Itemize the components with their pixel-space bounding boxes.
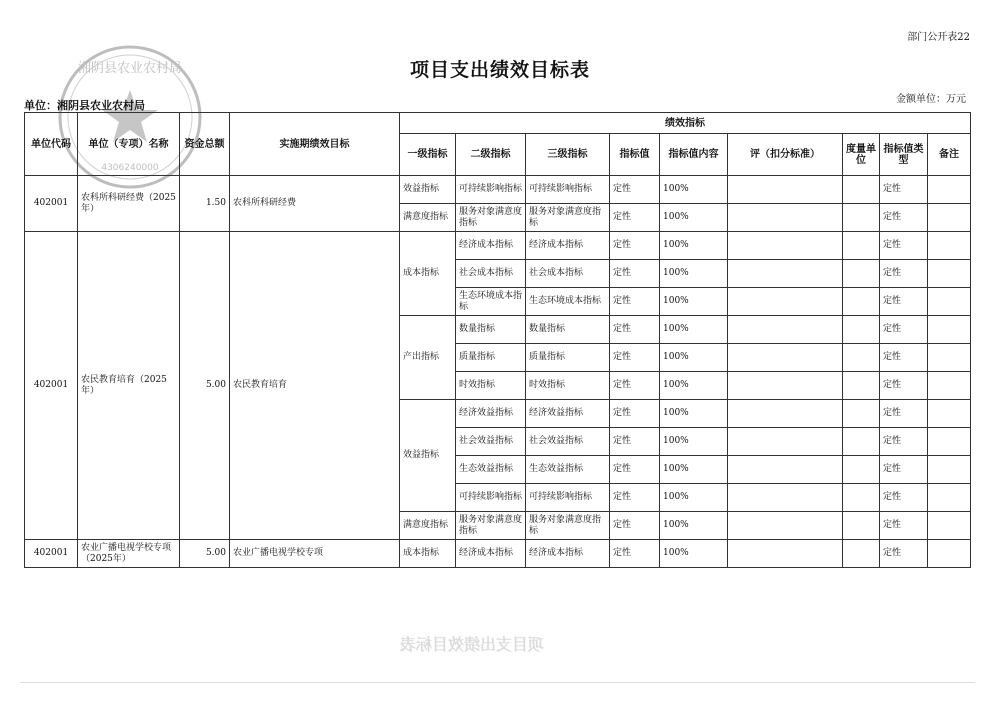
header-level1: 一级指标 bbox=[400, 134, 456, 176]
indicator-value-cell: 定性 bbox=[610, 428, 660, 456]
indicator-content-cell: 100% bbox=[660, 512, 728, 540]
measure-unit-cell bbox=[843, 512, 880, 540]
evaluation-cell bbox=[728, 176, 843, 204]
indicator-content-cell: 100% bbox=[660, 260, 728, 288]
indicator-content-cell: 100% bbox=[660, 232, 728, 260]
level2-cell: 经济成本指标 bbox=[456, 232, 526, 260]
indicator-value-cell: 定性 bbox=[610, 344, 660, 372]
measure-unit-cell bbox=[843, 260, 880, 288]
header-project-name: 单位（专项）名称 bbox=[78, 113, 180, 176]
evaluation-cell bbox=[728, 204, 843, 232]
indicator-value-cell: 定性 bbox=[610, 512, 660, 540]
indicator-value-cell: 定性 bbox=[610, 456, 660, 484]
evaluation-cell bbox=[728, 260, 843, 288]
unit-code-cell: 402001 bbox=[25, 540, 78, 568]
level3-cell: 质量指标 bbox=[526, 344, 610, 372]
level2-cell: 经济效益指标 bbox=[456, 400, 526, 428]
evaluation-cell bbox=[728, 232, 843, 260]
value-type-cell: 定性 bbox=[880, 344, 928, 372]
evaluation-cell bbox=[728, 316, 843, 344]
header-level3: 三级指标 bbox=[526, 134, 610, 176]
measure-unit-cell bbox=[843, 540, 880, 568]
level2-cell: 时效指标 bbox=[456, 372, 526, 400]
value-type-cell: 定性 bbox=[880, 512, 928, 540]
remark-cell bbox=[928, 428, 971, 456]
level2-cell: 社会效益指标 bbox=[456, 428, 526, 456]
header-level2: 二级指标 bbox=[456, 134, 526, 176]
level2-cell: 生态效益指标 bbox=[456, 456, 526, 484]
remark-cell bbox=[928, 316, 971, 344]
evaluation-cell bbox=[728, 372, 843, 400]
indicator-value-cell: 定性 bbox=[610, 176, 660, 204]
level3-cell: 生态效益指标 bbox=[526, 456, 610, 484]
value-type-cell: 定性 bbox=[880, 428, 928, 456]
level2-cell: 服务对象满意度指标 bbox=[456, 512, 526, 540]
indicator-value-cell: 定性 bbox=[610, 232, 660, 260]
table-row bbox=[25, 232, 971, 260]
remark-cell bbox=[928, 456, 971, 484]
level3-cell: 生态环境成本指标 bbox=[526, 288, 610, 316]
project-name-cell: 农民教育培育（2025年） bbox=[78, 232, 180, 540]
remark-cell bbox=[928, 400, 971, 428]
indicator-content-cell: 100% bbox=[660, 316, 728, 344]
header-remark: 备注 bbox=[928, 134, 971, 176]
level2-cell: 质量指标 bbox=[456, 344, 526, 372]
measure-unit-cell bbox=[843, 288, 880, 316]
level2-cell: 可持续影响指标 bbox=[456, 484, 526, 512]
measure-unit-cell bbox=[843, 204, 880, 232]
performance-table bbox=[24, 112, 971, 568]
evaluation-cell bbox=[728, 428, 843, 456]
table-row bbox=[25, 176, 971, 204]
header-perf-indicators: 绩效指标 bbox=[400, 113, 971, 134]
value-type-cell: 定性 bbox=[880, 372, 928, 400]
remark-cell bbox=[928, 484, 971, 512]
indicator-content-cell: 100% bbox=[660, 428, 728, 456]
indicator-content-cell: 100% bbox=[660, 484, 728, 512]
remark-cell bbox=[928, 288, 971, 316]
amount-cell: 5.00 bbox=[180, 540, 230, 568]
project-name-cell: 农科所科研经费（2025年） bbox=[78, 176, 180, 232]
level3-cell: 可持续影响指标 bbox=[526, 176, 610, 204]
value-type-cell: 定性 bbox=[880, 540, 928, 568]
header-indicator-value: 指标值 bbox=[610, 134, 660, 176]
amount-unit-label: 金额单位：万元 bbox=[896, 94, 966, 105]
level1-cell: 满意度指标 bbox=[400, 512, 456, 540]
indicator-content-cell: 100% bbox=[660, 400, 728, 428]
measure-unit-cell bbox=[843, 428, 880, 456]
level1-cell: 效益指标 bbox=[400, 400, 456, 512]
unit-code-cell: 402001 bbox=[25, 176, 78, 232]
level3-cell: 服务对象满意度指标 bbox=[526, 512, 610, 540]
level2-cell: 数量指标 bbox=[456, 316, 526, 344]
evaluation-cell bbox=[728, 400, 843, 428]
value-type-cell: 定性 bbox=[880, 176, 928, 204]
value-type-cell: 定性 bbox=[880, 484, 928, 512]
level2-cell: 可持续影响指标 bbox=[456, 176, 526, 204]
value-type-cell: 定性 bbox=[880, 232, 928, 260]
indicator-value-cell: 定性 bbox=[610, 316, 660, 344]
indicator-value-cell: 定性 bbox=[610, 540, 660, 568]
remark-cell bbox=[928, 540, 971, 568]
evaluation-cell bbox=[728, 456, 843, 484]
indicator-value-cell: 定性 bbox=[610, 372, 660, 400]
remark-cell bbox=[928, 232, 971, 260]
measure-unit-cell bbox=[843, 176, 880, 204]
amount-cell: 5.00 bbox=[180, 232, 230, 540]
measure-unit-cell bbox=[843, 316, 880, 344]
level1-cell: 成本指标 bbox=[400, 232, 456, 316]
level1-cell: 成本指标 bbox=[400, 540, 456, 568]
value-type-cell: 定性 bbox=[880, 316, 928, 344]
header-value-type: 指标值类型 bbox=[880, 134, 928, 176]
indicator-value-cell: 定性 bbox=[610, 204, 660, 232]
level3-cell: 经济成本指标 bbox=[526, 540, 610, 568]
indicator-content-cell: 100% bbox=[660, 540, 728, 568]
level1-cell: 效益指标 bbox=[400, 176, 456, 204]
indicator-content-cell: 100% bbox=[660, 204, 728, 232]
level3-cell: 数量指标 bbox=[526, 316, 610, 344]
project-name-cell: 农业广播电视学校专项（2025年） bbox=[78, 540, 180, 568]
indicator-content-cell: 100% bbox=[660, 372, 728, 400]
remark-cell bbox=[928, 344, 971, 372]
measure-unit-cell bbox=[843, 456, 880, 484]
evaluation-cell bbox=[728, 484, 843, 512]
remark-cell bbox=[928, 372, 971, 400]
header-goal: 实施期绩效目标 bbox=[230, 113, 400, 176]
header-unit-code: 单位代码 bbox=[25, 113, 78, 176]
level3-cell: 社会效益指标 bbox=[526, 428, 610, 456]
svg-text:4306240000: 4306240000 bbox=[101, 163, 159, 173]
header-evaluation: 评（扣分标准） bbox=[728, 134, 843, 176]
indicator-content-cell: 100% bbox=[660, 344, 728, 372]
level3-cell: 经济效益指标 bbox=[526, 400, 610, 428]
measure-unit-cell bbox=[843, 344, 880, 372]
value-type-cell: 定性 bbox=[880, 400, 928, 428]
indicator-content-cell: 100% bbox=[660, 288, 728, 316]
remark-cell bbox=[928, 204, 971, 232]
indicator-value-cell: 定性 bbox=[610, 288, 660, 316]
evaluation-cell bbox=[728, 344, 843, 372]
document-id: 部门公开表22 bbox=[907, 32, 970, 43]
svg-text:湘阴县农业农村局: 湘阴县农业农村局 bbox=[77, 61, 183, 76]
remark-cell bbox=[928, 512, 971, 540]
value-type-cell: 定性 bbox=[880, 204, 928, 232]
evaluation-cell bbox=[728, 512, 843, 540]
measure-unit-cell bbox=[843, 232, 880, 260]
level1-cell: 满意度指标 bbox=[400, 204, 456, 232]
level3-cell: 经济成本指标 bbox=[526, 232, 610, 260]
level3-cell: 可持续影响指标 bbox=[526, 484, 610, 512]
level2-cell: 社会成本指标 bbox=[456, 260, 526, 288]
level3-cell: 时效指标 bbox=[526, 372, 610, 400]
remark-cell bbox=[928, 260, 971, 288]
header-total-funds: 资金总额 bbox=[180, 113, 230, 176]
level1-cell: 产出指标 bbox=[400, 316, 456, 400]
unit-label: 单位：湘阴县农业农村局 bbox=[24, 99, 145, 112]
page-title: 项目支出绩效目标表 bbox=[409, 59, 590, 81]
level2-cell: 生态环境成本指标 bbox=[456, 288, 526, 316]
header-indicator-content: 指标值内容 bbox=[660, 134, 728, 176]
amount-cell: 1.50 bbox=[180, 176, 230, 232]
indicator-value-cell: 定性 bbox=[610, 400, 660, 428]
evaluation-cell bbox=[728, 540, 843, 568]
measure-unit-cell bbox=[843, 400, 880, 428]
value-type-cell: 定性 bbox=[880, 456, 928, 484]
indicator-content-cell: 100% bbox=[660, 456, 728, 484]
goal-cell: 农业广播电视学校专项 bbox=[230, 540, 400, 568]
value-type-cell: 定性 bbox=[880, 288, 928, 316]
scan-edge-line bbox=[20, 682, 975, 683]
level3-cell: 服务对象满意度指标 bbox=[526, 204, 610, 232]
remark-cell bbox=[928, 176, 971, 204]
goal-cell: 农科所科研经费 bbox=[230, 176, 400, 232]
indicator-content-cell: 100% bbox=[660, 176, 728, 204]
goal-cell: 农民教育培育 bbox=[230, 232, 400, 540]
indicator-value-cell: 定性 bbox=[610, 260, 660, 288]
level3-cell: 社会成本指标 bbox=[526, 260, 610, 288]
bleed-through-text: 项目支出绩效目标表 bbox=[400, 635, 545, 654]
level2-cell: 服务对象满意度指标 bbox=[456, 204, 526, 232]
level2-cell: 经济成本指标 bbox=[456, 540, 526, 568]
indicator-value-cell: 定性 bbox=[610, 484, 660, 512]
value-type-cell: 定性 bbox=[880, 260, 928, 288]
table-row bbox=[25, 540, 971, 568]
measure-unit-cell bbox=[843, 484, 880, 512]
evaluation-cell bbox=[728, 288, 843, 316]
header-measure-unit: 度量单位 bbox=[843, 134, 880, 176]
measure-unit-cell bbox=[843, 372, 880, 400]
unit-code-cell: 402001 bbox=[25, 232, 78, 540]
